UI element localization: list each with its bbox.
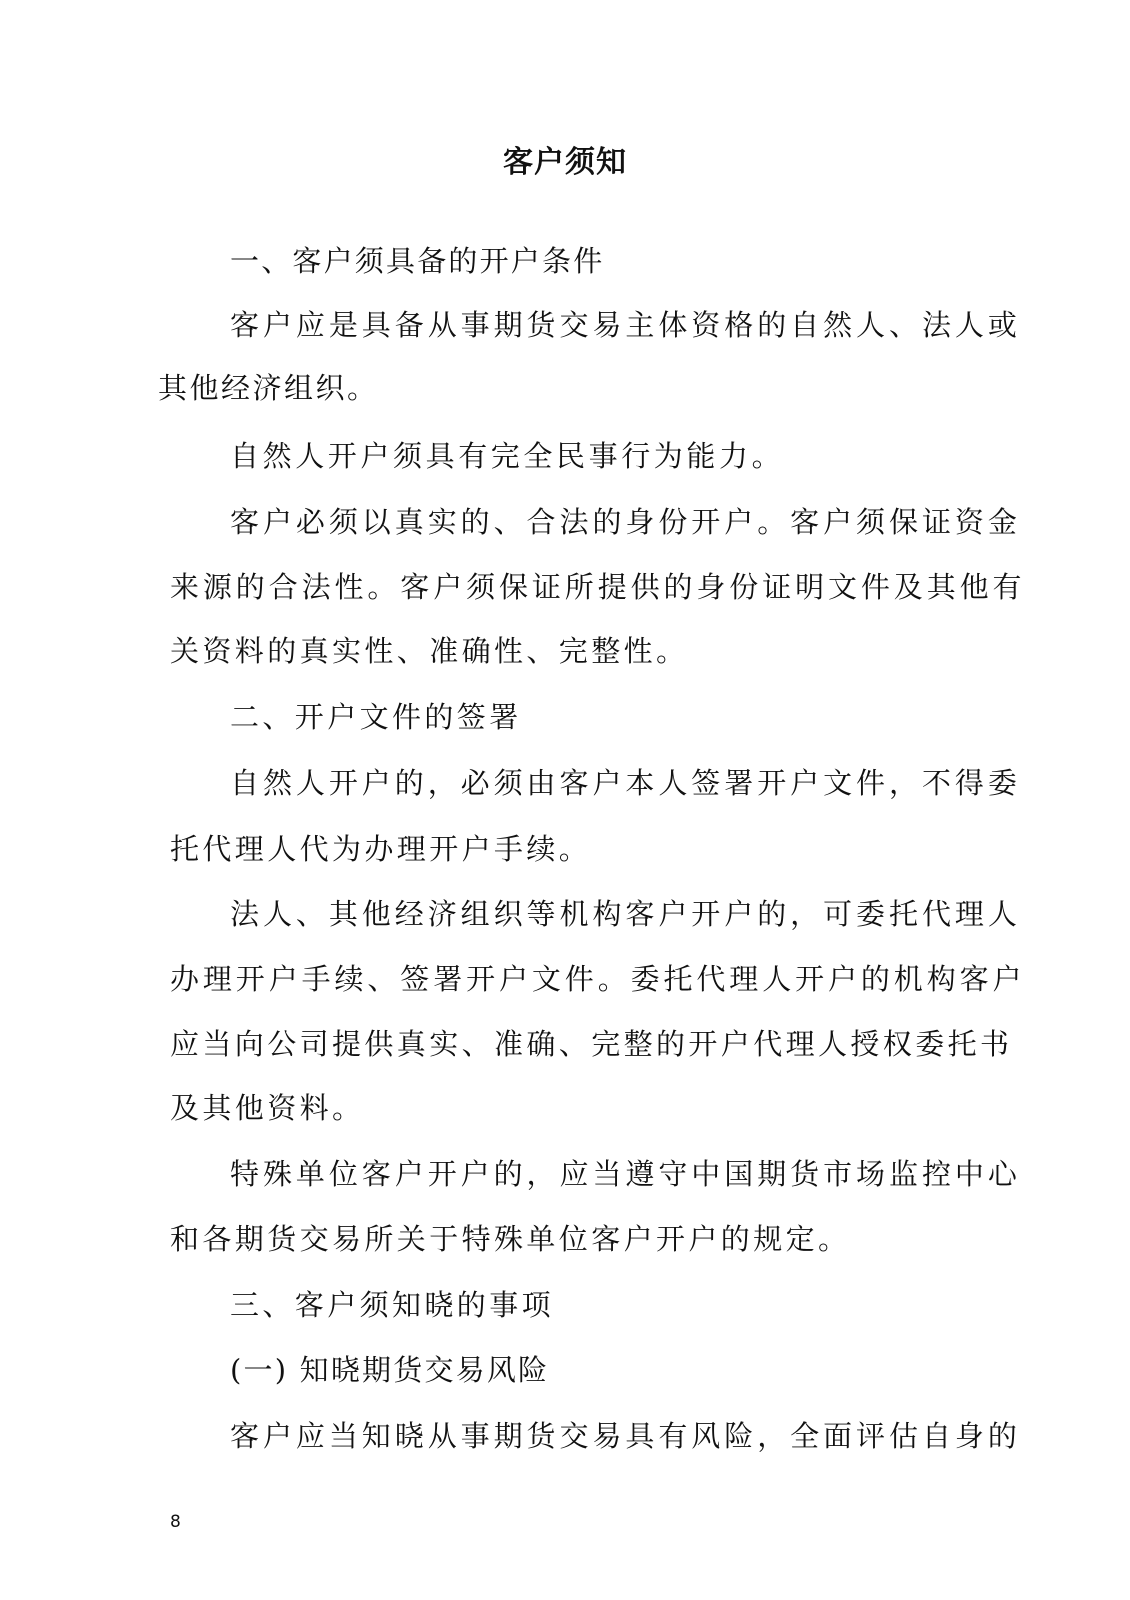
paragraph-line: 来源的合法性。客户须保证所提供的身份证明文件及其他有 [170, 570, 1026, 604]
paragraph-line: 客户应当知晓从事期货交易具有风险，全面评估自身的 [230, 1419, 1021, 1453]
section-heading-1: 一、客户须具备的开户条件 [230, 244, 605, 278]
paragraph-line: 特殊单位客户开户的，应当遵守中国期货市场监控中心 [230, 1157, 1021, 1191]
paragraph-line: 和各期货交易所关于特殊单位客户开户的规定。 [170, 1222, 851, 1256]
paragraph-line: 自然人开户须具有完全民事行为能力。 [230, 439, 785, 473]
paragraph-line: 客户应是具备从事期货交易主体资格的自然人、法人或 [230, 308, 1021, 342]
paragraph-line: 应当向公司提供真实、准确、完整的开户代理人授权委托书 [170, 1027, 1013, 1061]
section-heading-3: 三、客户须知晓的事项 [230, 1288, 555, 1322]
paragraph-line: 法人、其他经济组织等机构客户开户的，可委托代理人 [230, 897, 1021, 931]
page-number: 8 [170, 1512, 181, 1532]
paragraph-line: 其他经济组织。 [158, 371, 379, 405]
paragraph-line: 自然人开户的，必须由客户本人签署开户文件，不得委 [230, 766, 1021, 800]
subsection-heading: (一) 知晓期货交易风险 [230, 1353, 550, 1387]
section-heading-2: 二、开户文件的签署 [230, 700, 522, 734]
document-title: 客户须知 [503, 145, 627, 180]
paragraph-line: 客户必须以真实的、合法的身份开户。客户须保证资金 [230, 505, 1021, 539]
paragraph-line: 关资料的真实性、准确性、完整性。 [170, 634, 689, 668]
paragraph-line: 办理开户手续、签署开户文件。委托代理人开户的机构客户 [170, 962, 1026, 996]
paragraph-line: 及其他资料。 [170, 1091, 365, 1125]
paragraph-line: 托代理人代为办理开户手续。 [170, 832, 592, 866]
